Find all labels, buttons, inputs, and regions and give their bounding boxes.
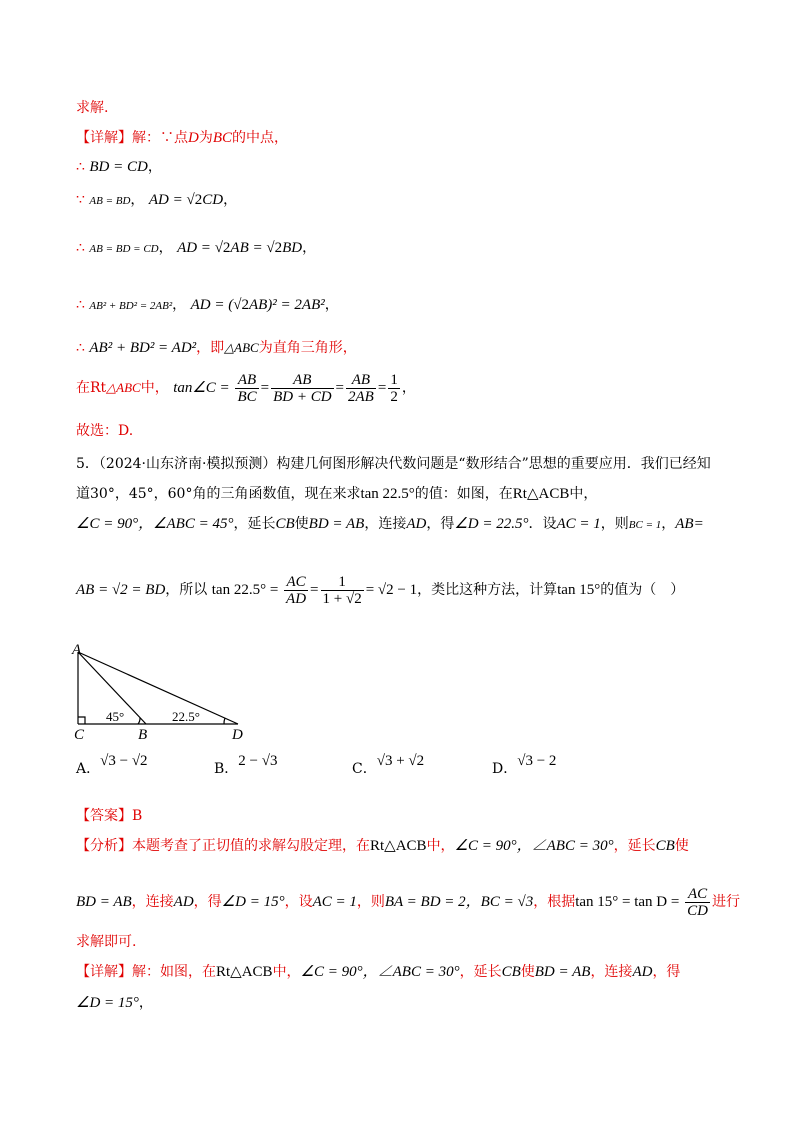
text: ，类比这种方法，计算 — [417, 582, 558, 598]
denominator: AD — [286, 590, 307, 607]
text: 在Rt — [76, 380, 107, 396]
detail-line-6 — [76, 338, 357, 358]
math: AD — [632, 964, 653, 980]
math: BD = AB — [76, 894, 132, 910]
label-a: A — [72, 642, 82, 658]
math: CB — [501, 964, 521, 980]
analysis-line-1 — [76, 836, 689, 856]
numerator: AC — [685, 886, 710, 903]
text: ， — [147, 159, 162, 175]
text: ， — [223, 192, 238, 208]
math: BD — [282, 240, 303, 256]
option-letter: C． — [352, 761, 377, 777]
text: ， — [401, 380, 416, 396]
because-symbol: ∵ — [76, 192, 85, 208]
detail-line-3 — [76, 190, 237, 211]
right-angle-mark — [78, 717, 85, 724]
math: BD = AB — [534, 964, 591, 980]
numerator: 1 — [390, 371, 398, 388]
text: ．设 — [528, 516, 557, 532]
math: AB = BD = CD — [89, 243, 159, 255]
text: 中， — [426, 838, 455, 854]
math: ∠C = 90°，∠ABC = 30° — [454, 838, 614, 854]
math: AB² + BD² = 2AB² — [89, 300, 173, 312]
math: √2 — [214, 240, 231, 256]
math: AD = — [177, 240, 215, 256]
text: 中， — [569, 486, 598, 502]
angle-arc-d — [224, 718, 225, 724]
text: 中， — [140, 380, 169, 396]
text: ， — [158, 240, 173, 256]
math: ∠D = 15° — [221, 894, 285, 910]
detail-2-line-2 — [76, 993, 153, 1013]
math: AD = ( — [190, 297, 234, 313]
fraction — [685, 886, 710, 919]
detail-line-7 — [76, 370, 416, 406]
numerator: AB — [346, 372, 376, 389]
text: ， — [172, 297, 187, 313]
text: ，连接 — [590, 964, 633, 980]
text: 使 — [674, 838, 689, 854]
therefore-symbol: ∴ — [76, 159, 85, 175]
math: AB)² = 2AB² — [248, 297, 325, 313]
option-c[interactable] — [352, 753, 425, 778]
angle-label-d: 22.5° — [172, 709, 200, 724]
text: ，延长 — [613, 838, 656, 854]
math: ∠D = 22.5° — [454, 516, 529, 532]
numerator: AC — [284, 574, 308, 591]
math: AB = BD — [89, 195, 131, 207]
question-5-line-1: 5．（2024·山东济南·模拟预测）构建几何图形解决代数问题是“数形结合”思想的重要应用．我们已经知 — [76, 456, 711, 472]
denominator: 1 + √2 — [322, 590, 362, 607]
detail-line-1 — [76, 128, 288, 148]
math: AB² + BD² = AD² — [89, 340, 197, 356]
math: √2 — [186, 192, 203, 208]
math: ∠C = 90°，∠ABC = 45° — [76, 516, 234, 532]
math: Rt△ACB — [370, 838, 427, 854]
text: 进行 — [711, 894, 740, 910]
analysis-line-3: 求解即可. — [76, 934, 137, 950]
text: ，连接 — [364, 516, 407, 532]
denominator: 2 — [390, 388, 398, 405]
denominator: CD — [687, 902, 708, 919]
detail-line-5 — [76, 295, 339, 316]
text: 解：如图，在 — [132, 964, 216, 980]
text: 的值为（ ） — [600, 582, 685, 598]
math: △ABC — [106, 380, 141, 395]
math: BA = BD = 2，BC = √3 — [384, 894, 534, 910]
denominator: 2AB — [348, 388, 374, 405]
analysis-line-2 — [76, 884, 740, 920]
numerator: AB — [271, 372, 333, 389]
math: AC = 1 — [556, 516, 601, 532]
math: √2 — [233, 297, 249, 313]
text: ，则 — [600, 516, 629, 532]
math: AB = √2 = BD — [76, 582, 166, 598]
label-d: D — [232, 727, 243, 740]
option-d[interactable] — [492, 753, 557, 778]
text: 使 — [520, 964, 535, 980]
denominator: BC — [237, 388, 257, 405]
option-a[interactable] — [76, 753, 148, 778]
math: AB= — [675, 516, 704, 532]
math: ∠C = 90°，∠ABC = 30° — [300, 964, 460, 980]
text: ，则 — [356, 894, 385, 910]
option-expr: 2 − √3 — [238, 753, 278, 769]
math: CB — [275, 516, 295, 532]
math: BD = CD — [89, 159, 148, 175]
text: ， — [302, 240, 317, 256]
text: ，得 — [193, 894, 222, 910]
math: AD — [406, 516, 427, 532]
option-letter: B． — [214, 761, 239, 777]
text: ，连接 — [131, 894, 174, 910]
therefore-symbol: ∴ — [76, 340, 85, 356]
text: 为 — [198, 130, 213, 146]
question-5-line-3 — [76, 514, 704, 535]
option-letter: D． — [492, 761, 518, 777]
text: ， — [130, 192, 145, 208]
answer-tag: 【答案】 — [76, 808, 132, 824]
math: Rt△ACB — [216, 964, 273, 980]
option-expr: √3 − √2 — [100, 753, 148, 769]
math: AD — [173, 894, 194, 910]
math: √2 — [266, 240, 283, 256]
math: AD = — [148, 192, 187, 208]
answer-value: B — [132, 808, 143, 824]
label-b: B — [138, 727, 148, 740]
fraction — [284, 574, 308, 607]
text: ，延长 — [233, 516, 276, 532]
text: 的值：如图，在 — [414, 486, 513, 502]
therefore-symbol: ∴ — [76, 240, 85, 256]
text: ， — [661, 516, 676, 532]
math: △ABC — [224, 340, 259, 355]
answer-line — [76, 806, 142, 826]
text: 的中点， — [232, 130, 289, 146]
math: D — [188, 130, 199, 146]
math: tan 22.5° = — [211, 582, 283, 598]
text: 本题考查了正切值的求解勾股定理，在 — [132, 838, 370, 854]
math: BD = AB — [308, 516, 365, 532]
detail-tag: 【详解】 — [76, 130, 132, 146]
angle-arc-b — [138, 718, 140, 724]
question-5-line-2 — [76, 484, 597, 504]
text: ，根据 — [533, 894, 576, 910]
numerator: AB — [235, 372, 258, 389]
math: AC = 1 — [312, 894, 357, 910]
triangle-figure — [66, 640, 256, 740]
text: 为直角三角形， — [258, 340, 357, 356]
math: BC — [212, 130, 233, 146]
math: tan∠C = — [173, 380, 234, 396]
text: 中， — [272, 964, 301, 980]
label-c: C — [74, 727, 85, 740]
therefore-symbol: ∴ — [76, 297, 85, 313]
text: 道30°，45°，60°角的三角函数值，现在来求 — [76, 486, 361, 502]
text: ，得 — [426, 516, 455, 532]
text: ，即 — [196, 340, 225, 356]
math: CD — [202, 192, 224, 208]
fraction — [235, 372, 258, 405]
math: AB = — [230, 240, 267, 256]
analysis-tag: 【分析】 — [76, 838, 132, 854]
fraction — [388, 372, 400, 405]
fraction — [271, 372, 333, 405]
detail-line-2 — [76, 157, 162, 177]
denominator: BD + CD — [273, 388, 332, 405]
detail-tag: 【详解】 — [76, 964, 132, 980]
text: ，延长 — [459, 964, 502, 980]
text: ， — [324, 297, 339, 313]
math: tan 22.5° — [360, 486, 415, 502]
text: 使 — [294, 516, 309, 532]
detail-2-line-1 — [76, 962, 680, 982]
text: ，所以 — [165, 582, 208, 598]
equals: = — [335, 380, 345, 396]
option-expr: √3 − 2 — [517, 753, 557, 769]
fraction — [346, 372, 376, 405]
math: ∠D = 15° — [76, 995, 139, 1011]
text: ，得 — [652, 964, 681, 980]
math: Rt△ACB — [512, 486, 570, 502]
side-ad — [78, 652, 238, 724]
equals: = — [310, 582, 319, 598]
math: = √2 − 1 — [365, 582, 418, 598]
math: tan 15° = tan D = — [575, 894, 684, 910]
text: ，设 — [284, 894, 313, 910]
math: CB — [655, 838, 675, 854]
choice-line: 故选：D. — [76, 423, 134, 439]
numerator: 1 — [321, 574, 364, 591]
angle-label-b: 45° — [106, 709, 125, 724]
text-line: 求解. — [76, 100, 109, 116]
math: BC = 1 — [628, 519, 662, 531]
option-letter: A． — [76, 761, 101, 777]
equals: = — [377, 380, 387, 396]
option-b[interactable] — [214, 753, 278, 778]
math: tan 15° — [557, 582, 601, 598]
equals: = — [260, 380, 270, 396]
text: 解：∵点 — [132, 130, 188, 146]
text: ， — [138, 995, 153, 1011]
fraction — [321, 574, 364, 607]
question-5-line-4 — [76, 572, 684, 608]
detail-line-4 — [76, 238, 316, 259]
option-expr: √3 + √2 — [376, 753, 425, 769]
